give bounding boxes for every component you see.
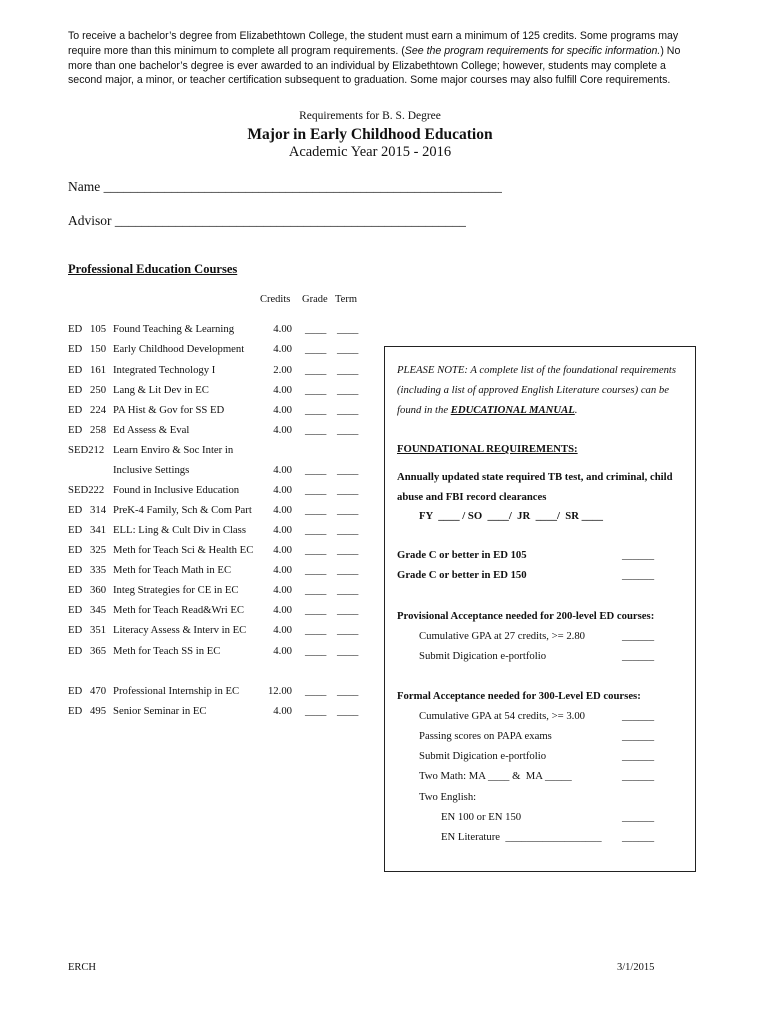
course-name: Integ Strategies for CE in EC	[113, 584, 239, 596]
advisor-field[interactable]: Advisor ____________________________________________________	[68, 213, 466, 228]
course-dept: ED	[68, 524, 83, 536]
course-term-blank[interactable]: ____	[337, 604, 359, 616]
course-dept: ED	[68, 544, 83, 556]
course-dept: ED	[68, 404, 83, 416]
course-number: 345	[90, 604, 107, 616]
course-term-blank[interactable]: ____	[337, 524, 359, 536]
course-dept: ED	[68, 323, 83, 335]
en-100-requirement: EN 100 or EN 150	[441, 811, 522, 823]
course-credits: 4.00	[273, 524, 292, 536]
papa-exams-requirement: Passing scores on PAPA exams	[419, 730, 552, 742]
course-dept: ED	[68, 685, 83, 697]
course-credits: 4.00	[273, 544, 292, 556]
foundational-heading: FOUNDATIONAL REQUIREMENTS:	[397, 443, 578, 455]
en-literature-blank[interactable]: ______	[622, 831, 655, 843]
grade-ed105-blank[interactable]: ______	[622, 549, 655, 561]
major-title: Major in Early Childhood Education	[247, 126, 493, 143]
tb-clearance-line-1: Annually updated state required TB test, and criminal, child	[397, 471, 673, 483]
course-name: Ed Assess & Eval	[113, 424, 190, 436]
course-name: Found Teaching & Learning	[113, 323, 235, 335]
course-number: 314	[90, 504, 107, 516]
course-credits: 4.00	[273, 564, 292, 576]
course-number: 105	[90, 323, 107, 335]
course-dept: ED	[68, 584, 83, 596]
footer-date: 3/1/2015	[617, 962, 655, 973]
course-term-blank[interactable]: ____	[337, 424, 359, 436]
course-name: Senior Seminar in EC	[113, 705, 207, 717]
column-header-credits: Credits	[260, 294, 291, 305]
intro-text-1: To receive a bachelor’s degree from Elizabethtown College, the student must earn a minimum of 125 credits. Some programs may require more than this minimum to complete all program requirements. (	[68, 30, 679, 57]
course-name: Meth for Teach Math in EC	[113, 564, 232, 576]
course-dept: ED	[68, 384, 83, 396]
course-term-blank[interactable]: ____	[337, 685, 359, 697]
en-100-blank[interactable]: ______	[622, 811, 655, 823]
course-grade-blank[interactable]: ____	[305, 705, 327, 717]
course-grade-blank[interactable]: ____	[305, 544, 327, 556]
course-credits: 4.00	[273, 604, 292, 616]
course-grade-blank[interactable]: ____	[305, 645, 327, 657]
course-dept: SED212	[68, 444, 105, 456]
course-number: 224	[90, 404, 107, 416]
academic-year: Academic Year 2015 - 2016	[288, 144, 452, 160]
formal-acceptance-heading: Formal Acceptance needed for 300-Level ED courses:	[397, 690, 641, 702]
course-credits: 4.00	[273, 705, 292, 717]
course-term-blank[interactable]: ____	[337, 404, 359, 416]
section-heading: Professional Education Courses	[68, 262, 238, 276]
two-math-blank[interactable]: ______	[622, 770, 655, 782]
course-grade-blank[interactable]: ____	[305, 564, 327, 576]
course-dept: ED	[68, 364, 83, 376]
course-credits: 4.00	[273, 624, 292, 636]
course-term-blank[interactable]: ____	[337, 384, 359, 396]
course-dept: ED	[68, 604, 83, 616]
course-credits: 4.00	[273, 584, 292, 596]
course-term-blank[interactable]: ____	[337, 564, 359, 576]
formal-gpa-blank[interactable]: ______	[622, 710, 655, 722]
course-term-blank[interactable]: ____	[337, 343, 359, 355]
column-header-grade: Grade	[302, 294, 328, 305]
course-credits: 4.00	[273, 323, 292, 335]
course-term-blank[interactable]: ____	[337, 705, 359, 717]
course-credits: 4.00	[273, 404, 292, 416]
course-term-blank[interactable]: ____	[337, 584, 359, 596]
column-header-term: Term	[335, 294, 358, 305]
name-field[interactable]: Name ___________________________________________________________	[68, 179, 502, 194]
course-dept: ED	[68, 645, 83, 657]
course-grade-blank[interactable]: ____	[305, 604, 327, 616]
requirements-label: Requirements for B. S. Degree	[299, 110, 441, 122]
course-number: 495	[90, 705, 107, 717]
course-term-blank[interactable]: ____	[337, 364, 359, 376]
papa-exams-blank[interactable]: ______	[622, 730, 655, 742]
course-name: Found in Inclusive Education	[113, 484, 240, 496]
two-english-requirement: Two English:	[419, 791, 477, 803]
course-term-blank[interactable]: ____	[337, 645, 359, 657]
course-number: 250	[90, 384, 107, 396]
course-grade-blank[interactable]: ____	[305, 685, 327, 697]
course-name: Inclusive Settings	[113, 464, 190, 476]
course-name: Literacy Assess & Interv in EC	[113, 624, 247, 636]
course-grade-blank[interactable]: ____	[305, 424, 327, 436]
course-name: Meth for Teach Sci & Health EC	[113, 544, 254, 556]
grade-ed105-requirement: Grade C or better in ED 105	[397, 549, 527, 561]
formal-gpa-requirement: Cumulative GPA at 54 credits, >= 3.00	[419, 710, 586, 722]
course-credits: 4.00	[273, 384, 292, 396]
intro-paragraph	[68, 29, 693, 88]
course-grade-blank[interactable]: ____	[305, 504, 327, 516]
two-math-requirement[interactable]: Two Math: MA ____ & MA _____	[419, 770, 572, 782]
course-grade-blank[interactable]: ____	[305, 464, 327, 476]
course-term-blank[interactable]: ____	[337, 544, 359, 556]
course-dept: SED222	[68, 484, 105, 496]
course-grade-blank[interactable]: ____	[305, 343, 327, 355]
educational-manual-reference: EDUCATIONAL MANUAL	[450, 404, 575, 416]
course-credits: 4.00	[273, 645, 292, 657]
course-credits: 4.00	[273, 464, 292, 476]
course-credits: 4.00	[273, 343, 292, 355]
note-line-3	[397, 404, 577, 416]
formal-portfolio-blank[interactable]: ______	[622, 750, 655, 762]
course-number: 360	[90, 584, 107, 596]
course-number: 161	[90, 364, 107, 376]
formal-portfolio-requirement: Submit Digication e-portfolio	[419, 750, 547, 762]
course-grade-blank[interactable]: ____	[305, 624, 327, 636]
clearance-years-line[interactable]: FY ____ / SO ____/ JR ____/ SR ____	[419, 510, 603, 522]
note-line-1: PLEASE NOTE: A complete list of the foundational requirements	[397, 364, 677, 376]
course-name: ELL: Ling & Cult Div in Class	[113, 524, 246, 536]
provisional-acceptance-heading: Provisional Acceptance needed for 200-level ED courses:	[397, 610, 655, 622]
course-grade-blank[interactable]: ____	[305, 484, 327, 496]
course-grade-blank[interactable]: ____	[305, 584, 327, 596]
course-number: 150	[90, 343, 107, 355]
provisional-portfolio-requirement: Submit Digication e-portfolio	[419, 650, 547, 662]
course-number: 258	[90, 424, 107, 436]
course-number: 470	[90, 685, 107, 697]
en-literature-requirement[interactable]: EN Literature __________________	[441, 831, 602, 843]
course-dept: ED	[68, 504, 83, 516]
course-term-blank[interactable]: ____	[337, 624, 359, 636]
course-number: 341	[90, 524, 107, 536]
course-name: Professional Internship in EC	[113, 685, 240, 697]
course-credits: 4.00	[273, 424, 292, 436]
course-dept: ED	[68, 564, 83, 576]
course-number: 365	[90, 645, 107, 657]
note-line-2: (including a list of approved English Literature courses) can be	[397, 384, 670, 396]
course-name: Integrated Technology I	[113, 364, 216, 376]
course-name: Learn Enviro & Soc Inter in	[113, 444, 234, 456]
note-line-3-text: found in the	[397, 404, 451, 416]
course-name: Lang & Lit Dev in EC	[113, 384, 209, 396]
course-name: Meth for Teach Read&Wri EC	[113, 604, 244, 616]
course-grade-blank[interactable]: ____	[305, 404, 327, 416]
course-credits: 2.00	[273, 364, 292, 376]
provisional-portfolio-blank[interactable]: ______	[622, 650, 655, 662]
tb-clearance-line-2: abuse and FBI record clearances	[397, 491, 547, 503]
course-name: Early Childhood Development	[113, 343, 245, 355]
course-credits: 4.00	[273, 504, 292, 516]
intro-text-2: ) No more than one bachelor’s degree is ever awarded to an individual by Elizabethtown College; however, students may complete a second major, a minor, or teacher certification subsequent to graduation. Some major courses may also fulfill Core requirements.	[68, 44, 681, 87]
course-grade-blank[interactable]: ____	[305, 384, 327, 396]
footer-code: ERCH	[68, 962, 97, 973]
course-term-blank[interactable]: ____	[337, 323, 359, 335]
course-number: 351	[90, 624, 107, 636]
course-grade-blank[interactable]: ____	[305, 364, 327, 376]
course-dept: ED	[68, 705, 83, 717]
provisional-gpa-blank[interactable]: ______	[622, 630, 655, 642]
course-term-blank[interactable]: ____	[337, 484, 359, 496]
course-term-blank[interactable]: ____	[337, 504, 359, 516]
course-grade-blank[interactable]: ____	[305, 524, 327, 536]
note-line-3-end: .	[574, 404, 578, 416]
course-number: 325	[90, 544, 107, 556]
grade-ed150-requirement: Grade C or better in ED 150	[397, 569, 527, 581]
course-name: PreK-4 Family, Sch & Com Part	[113, 504, 252, 516]
course-number: 335	[90, 564, 107, 576]
course-name: PA Hist & Gov for SS ED	[113, 404, 225, 416]
course-credits: 4.00	[273, 484, 292, 496]
course-credits: 12.00	[267, 685, 292, 697]
course-term-blank[interactable]: ____	[337, 464, 359, 476]
course-dept: ED	[68, 624, 83, 636]
course-grade-blank[interactable]: ____	[305, 323, 327, 335]
course-dept: ED	[68, 424, 83, 436]
course-name: Meth for Teach SS in EC	[113, 645, 221, 657]
provisional-gpa-requirement: Cumulative GPA at 27 credits, >= 2.80	[419, 630, 586, 642]
course-dept: ED	[68, 343, 83, 355]
grade-ed150-blank[interactable]: ______	[622, 569, 655, 581]
intro-italic: See the program requirements for specific information.	[404, 44, 661, 57]
